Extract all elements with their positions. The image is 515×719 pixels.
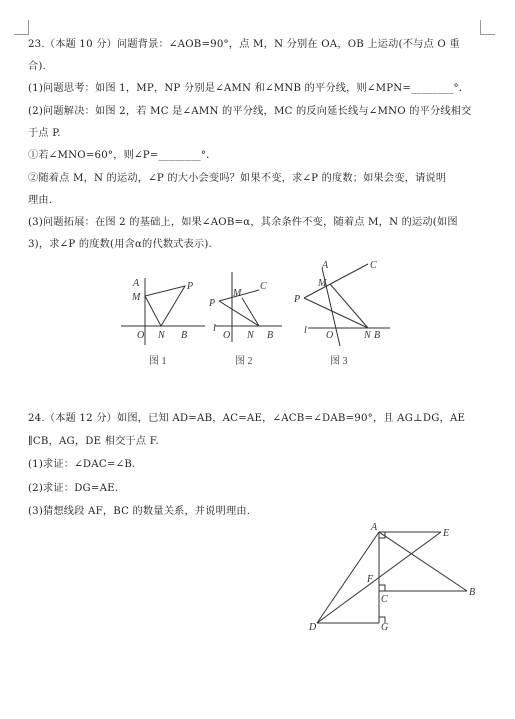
q23-line-9: (3)问题拓展：在图 2 的基础上，如果∠AOB=α，其余条件不变，随着点 M，N 的运动(如图 (28, 217, 458, 228)
fig1-triangle (145, 286, 185, 326)
q23-line-3: (1)问题思考：如图 1，MP，NP 分别是∠AMN 和∠MNB 的平分线，则∠MPN=________°． (28, 83, 470, 94)
fig2-label-o: O (223, 330, 231, 341)
figure-1 (115, 270, 210, 370)
fig1-label-m: M (132, 292, 141, 303)
q23-line-7: ②随着点 M，N 的运动，∠P 的大小会变吗？如果不变，求∠P 的度数；如果会变，请说明 (28, 173, 447, 184)
q24-line-1: 24.（本题 12 分）如图，已知 AD=AB，AC=AE，∠ACB=∠DAB=90°，且 AG⊥DG，AE (28, 413, 466, 424)
fig3-line-pc (304, 264, 368, 298)
fig2-label-c: C (260, 281, 267, 292)
q23-line-8: 理由. (28, 195, 53, 206)
fig2-label-m: M (233, 288, 242, 299)
q24-right-angle-c (379, 585, 385, 591)
fig2-line-pn (219, 301, 259, 326)
q24-label-f: F (367, 574, 374, 585)
q24-label-b: B (469, 587, 476, 598)
q24-line-5: (3)猜想线段 AF，BC 的数量关系，并说明理由. (28, 506, 251, 517)
q24-line-2: ∥CB，AG，DE 相交于点 F. (28, 436, 159, 447)
corner-mark-left (14, 20, 29, 35)
q24-line-3: (1)求证：∠DAC=∠B. (28, 459, 136, 470)
q23-line-10: 3)，求∠P 的度数(用含α的代数式表示). (28, 239, 212, 250)
fig1-caption: 图 1 (149, 356, 167, 367)
figure-q24 (305, 518, 490, 638)
q24-label-c: C (381, 594, 388, 605)
figure-2 (207, 270, 287, 370)
fig3-label-b: B (374, 330, 381, 341)
q23-line-6: ①若∠MNO=60°，则∠P=________°． (28, 150, 217, 161)
fig2-label-p: P (209, 298, 216, 309)
q24-label-g: G (381, 622, 389, 633)
q23-line-1: 23.（本题 10 分）问题背景：∠AOB=90°，点 M，N 分别在 OA，OB 上运动(不与点 O 重 (28, 39, 460, 50)
fig2-label-l: l (213, 323, 216, 334)
fig3-label-n: N (364, 330, 371, 341)
fig3-line-mn (330, 284, 368, 328)
q23-line-5: 于点 P. (28, 128, 61, 139)
q24-label-a: A (371, 522, 378, 533)
fig2-caption: 图 2 (235, 356, 253, 367)
figure-3 (290, 258, 400, 370)
fig1-label-o: O (137, 330, 145, 341)
q23-line-2: 合). (28, 61, 47, 72)
fig3-line-pn (304, 298, 368, 328)
fig1-label-a: A (133, 278, 140, 289)
fig2-label-n: N (247, 330, 254, 341)
fig3-label-l: l (304, 325, 307, 336)
fig3-label-c: C (370, 260, 377, 271)
corner-mark-right (480, 20, 495, 35)
fig3-caption: 图 3 (330, 356, 348, 367)
q24-label-e: E (443, 528, 450, 539)
fig2-line-mn (242, 298, 259, 326)
fig3-label-m: M (318, 278, 327, 289)
q23-line-4: (2)问题解决：如图 2，若 MC 是∠AMN 的平分线，MC 的反向延长线与∠MNO 的平分线相交 (28, 106, 472, 117)
fig1-label-p: P (187, 281, 194, 292)
fig1-label-n: N (158, 330, 165, 341)
q24-segment-ab (379, 532, 467, 591)
q24-line-4: (2)求证：DG=AE. (28, 483, 119, 494)
fig1-label-b: B (181, 330, 188, 341)
fig3-label-o: O (326, 330, 334, 341)
fig2-label-b: B (267, 330, 274, 341)
fig3-label-a: A (322, 260, 329, 271)
q24-label-d: D (309, 622, 317, 633)
fig3-label-p: P (294, 294, 301, 305)
